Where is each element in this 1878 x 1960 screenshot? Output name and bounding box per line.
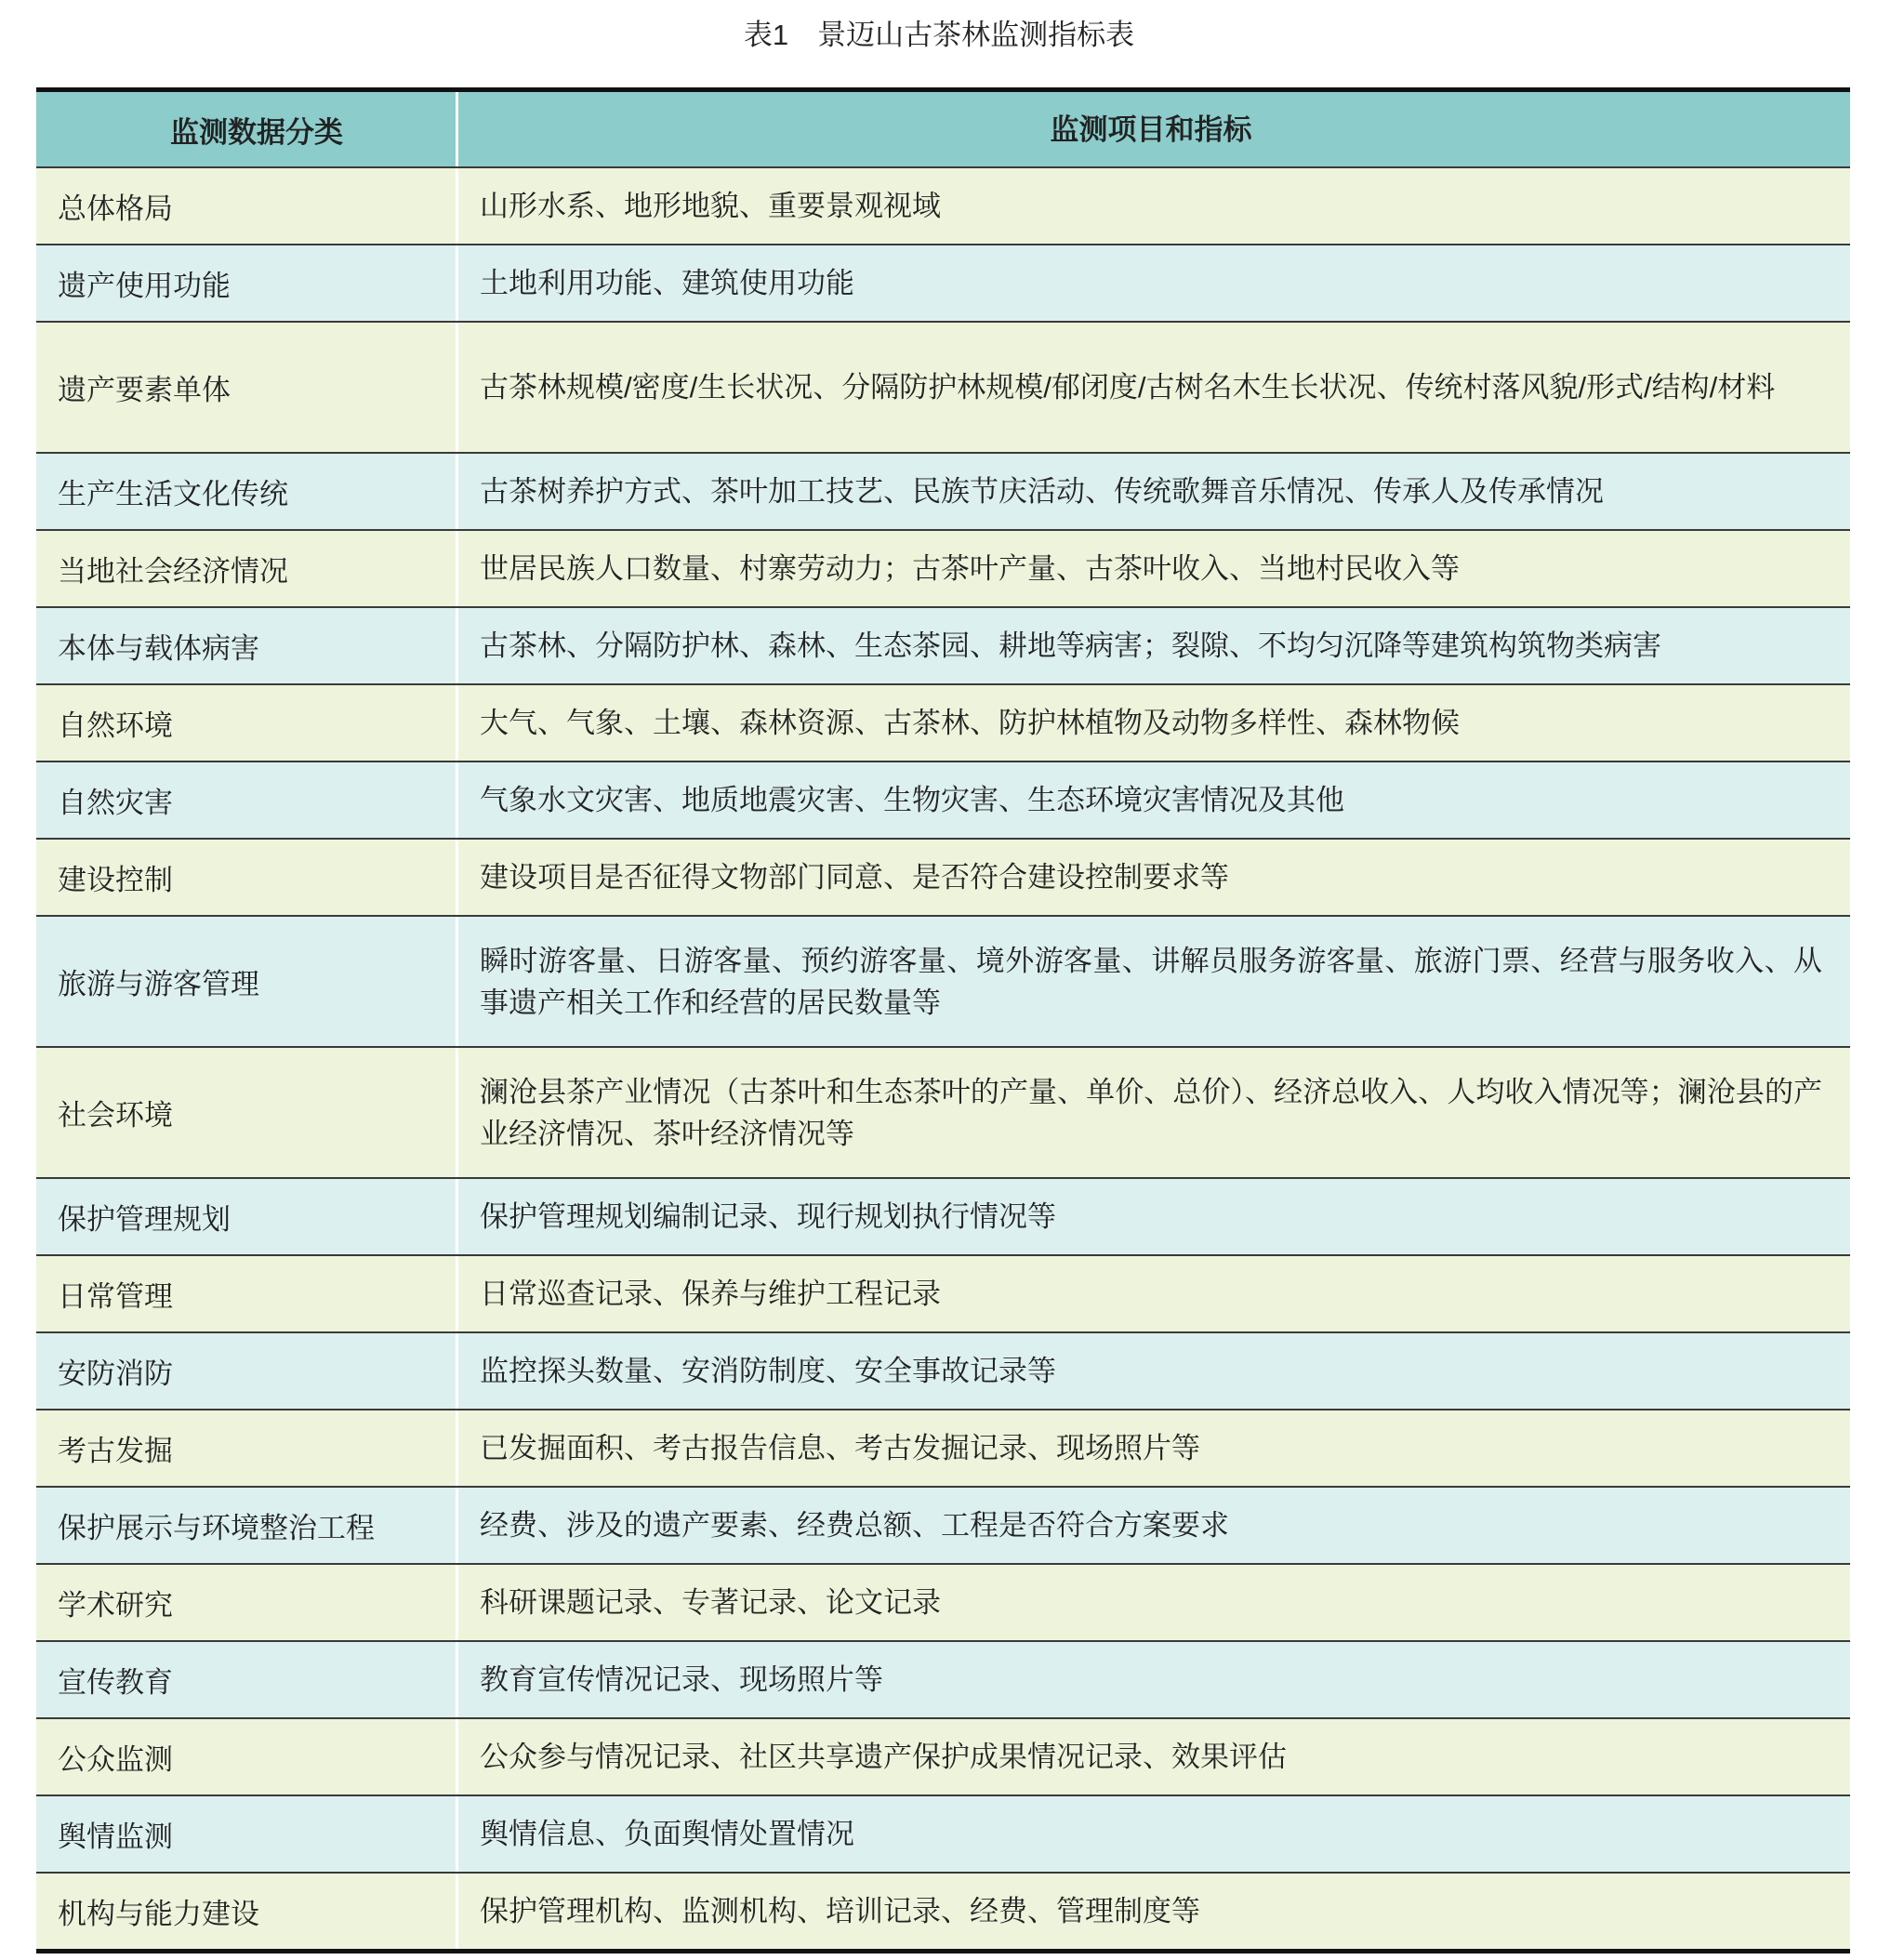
table-header-row (36, 92, 1850, 166)
table-title: 表1 景迈山古茶林监测指标表 (743, 19, 1135, 51)
items-cell: 科研课题记录、专著记录、论文记录 (480, 1586, 941, 1619)
items-cell: 已发掘面积、考古报告信息、考古发掘记录、现场照片等 (480, 1432, 1200, 1464)
table-row (36, 1046, 1850, 1177)
items-cell: 公众参与情况记录、社区共享遗产保护成果情况记录、效果评估 (480, 1741, 1287, 1773)
table-row (36, 1563, 1850, 1640)
category-cell: 宣传教育 (36, 1642, 458, 1717)
monitoring-indicator-table (36, 87, 1850, 1953)
items-cell: 古茶林、分隔防护林、森林、生态茶园、耕地等病害；裂隙、不均匀沉降等建筑构筑物类病害 (480, 629, 1661, 662)
table-row (36, 1486, 1850, 1563)
items-cell: 教育宣传情况记录、现场照片等 (480, 1663, 883, 1696)
table-row (36, 1254, 1850, 1331)
category-cell: 生产生活文化传统 (36, 454, 458, 529)
items-cell: 土地利用功能、建筑使用功能 (480, 267, 854, 299)
category-cell: 舆情监测 (36, 1796, 458, 1872)
items-cell: 监控探头数量、安消防制度、安全事故记录等 (480, 1355, 1056, 1387)
items-cell: 经费、涉及的遗产要素、经费总额、工程是否符合方案要求 (480, 1509, 1229, 1542)
table-row (36, 166, 1850, 244)
items-cell: 日常巡查记录、保养与维护工程记录 (480, 1278, 941, 1310)
category-cell: 当地社会经济情况 (36, 531, 458, 606)
category-cell: 自然灾害 (36, 762, 458, 838)
category-cell: 安防消防 (36, 1333, 458, 1409)
category-cell: 考古发掘 (36, 1410, 458, 1486)
table-row (36, 683, 1850, 761)
category-cell: 遗产要素单体 (36, 323, 458, 452)
category-cell: 自然环境 (36, 685, 458, 761)
items-cell: 古茶林规模/密度/生长状况、分隔防护林规模/郁闭度/古树名木生长状况、传统村落风貌/形式/结构/材料 (480, 371, 1776, 404)
table-row (36, 1717, 1850, 1794)
header-category: 监测数据分类 (36, 92, 458, 166)
category-cell: 保护展示与环境整治工程 (36, 1488, 458, 1563)
category-cell: 总体格局 (36, 168, 458, 244)
category-cell: 公众监测 (36, 1719, 458, 1794)
category-cell: 保护管理规划 (36, 1179, 458, 1254)
category-cell: 学术研究 (36, 1565, 458, 1640)
table-row (36, 1409, 1850, 1486)
table-row (36, 1794, 1850, 1872)
table-row (36, 1331, 1850, 1409)
items-cell: 大气、气象、土壤、森林资源、古茶林、防护林植物及动物多样性、森林物候 (480, 707, 1460, 739)
category-cell: 遗产使用功能 (36, 245, 458, 321)
items-cell: 气象水文灾害、地质地震灾害、生物灾害、生态环境灾害情况及其他 (480, 784, 1344, 816)
category-cell: 旅游与游客管理 (36, 917, 458, 1046)
items-cell: 建设项目是否征得文物部门同意、是否符合建设控制要求等 (480, 861, 1229, 894)
category-cell: 建设控制 (36, 840, 458, 915)
table-row (36, 452, 1850, 529)
table-row (36, 244, 1850, 321)
category-cell: 日常管理 (36, 1256, 458, 1331)
items-cell: 瞬时游客量、日游客量、预约游客量、境外游客量、讲解员服务游客量、旅游门票、经营与服务收入、从事遗产相关工作和经营的居民数量等 (480, 944, 1822, 1019)
category-cell: 机构与能力建设 (36, 1874, 458, 1949)
table-row (36, 1177, 1850, 1254)
table-row (36, 1872, 1850, 1949)
items-cell: 保护管理机构、监测机构、培训记录、经费、管理制度等 (480, 1895, 1200, 1927)
table-row (36, 321, 1850, 452)
table-row (36, 606, 1850, 683)
table-row (36, 1640, 1850, 1717)
items-cell: 世居民族人口数量、村寨劳动力；古茶叶产量、古茶叶收入、当地村民收入等 (480, 552, 1460, 585)
table-row (36, 838, 1850, 915)
items-cell: 舆情信息、负面舆情处置情况 (480, 1818, 854, 1850)
category-cell: 社会环境 (36, 1048, 458, 1177)
category-cell: 本体与载体病害 (36, 608, 458, 683)
header-items: 监测项目和指标 (1050, 113, 1252, 146)
table-row (36, 761, 1850, 838)
items-cell: 保护管理规划编制记录、现行规划执行情况等 (480, 1200, 1056, 1233)
table-row (36, 529, 1850, 606)
items-cell: 古茶树养护方式、茶叶加工技艺、民族节庆活动、传统歌舞音乐情况、传承人及传承情况 (480, 475, 1604, 508)
items-cell: 山形水系、地形地貌、重要景观视域 (480, 190, 941, 222)
table-row (36, 915, 1850, 1046)
items-cell: 澜沧县茶产业情况（古茶叶和生态茶叶的产量、单价、总价）、经济总收入、人均收入情况等；澜沧县的产业经济情况、茶叶经济情况等 (480, 1075, 1822, 1150)
